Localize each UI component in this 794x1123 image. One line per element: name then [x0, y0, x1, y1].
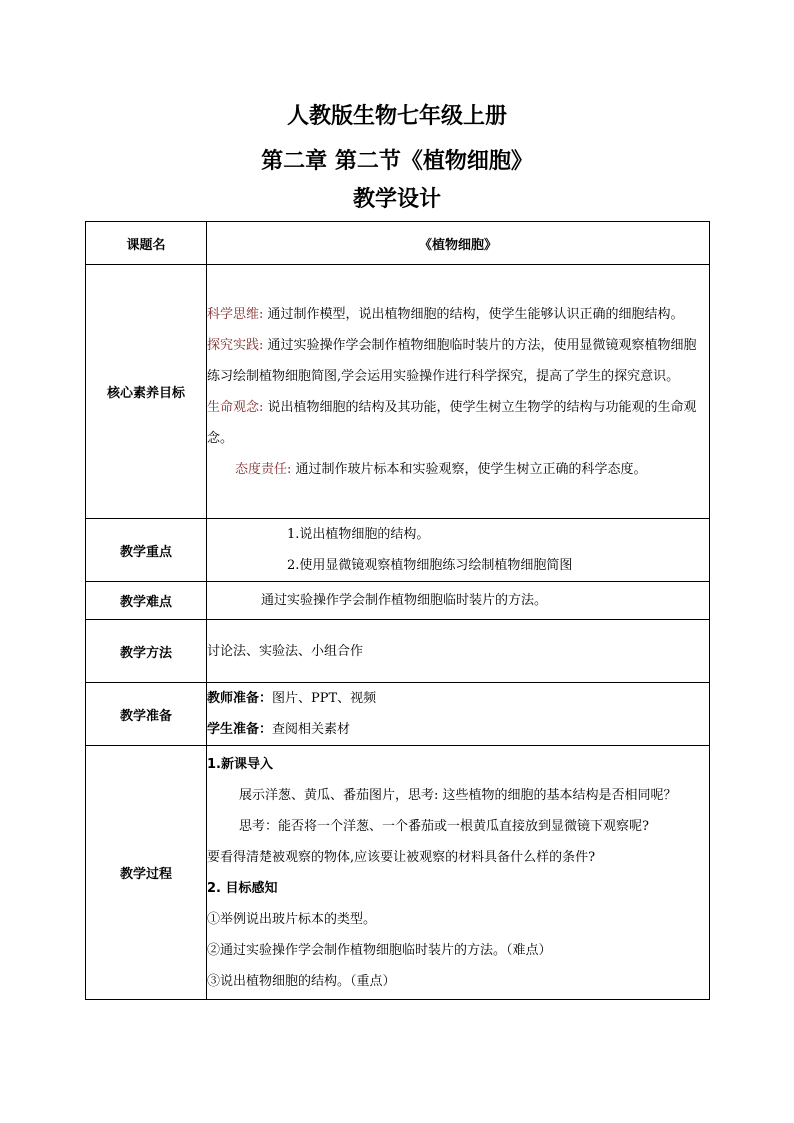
- table-row: [86, 582, 710, 620]
- difficulties-content: [207, 582, 710, 620]
- table-row: [86, 746, 710, 1000]
- core-item-practice: [207, 330, 709, 392]
- key-points-content: [207, 519, 710, 582]
- core-item-attitude: [207, 454, 709, 485]
- row-label-methods: 教学方法: [86, 620, 207, 683]
- core-item-key: 科学思维:: [207, 306, 264, 322]
- key-point-item: 1.说出植物细胞的结构。: [287, 527, 430, 542]
- table-row: [86, 222, 710, 265]
- core-item-thinking: [207, 299, 709, 330]
- methods-content: [207, 620, 710, 683]
- document-title: 人教版生物七年级上册: [286, 104, 507, 129]
- core-item-life: [207, 392, 709, 454]
- process-line: ①举例说出玻片标本的类型。: [207, 911, 377, 927]
- process-line: 展示洋葱、黄瓜、番茄图片，思考: 这些植物的细胞的基本结构是否相同呢？: [239, 787, 677, 803]
- process-line: ③说出植物细胞的结构。（重点）: [207, 973, 396, 989]
- core-item-key: 生命观念:: [207, 399, 264, 415]
- core-item-text: 说出植物细胞的结构及其功能，使学生树立生物学的结构与功能观的生命观念。: [207, 399, 697, 446]
- row-label-topic: 课题名: [86, 222, 207, 265]
- student-preparation: [207, 714, 709, 745]
- process-line: 思考：能否将一个洋葱、一个番茄或一根黄瓜直接放到显微镜下观察呢?: [239, 818, 649, 834]
- difficulty-item: 通过实验操作学会制作植物细胞临时装片的方法。: [261, 593, 548, 608]
- table-row: [86, 265, 710, 519]
- process-line: 要看得清楚被观察的物体,应该要让被观察的材料具备什么样的条件?: [207, 849, 596, 865]
- row-label-process: 教学过程: [86, 746, 207, 1000]
- teacher-preparation-value: 图片、PPT、视频: [272, 691, 377, 706]
- core-item-key: 态度责任:: [235, 461, 292, 477]
- teacher-preparation: [207, 683, 709, 714]
- document-subtitle: 第二章 第二节《植物细胞》: [261, 149, 533, 174]
- table-row: [86, 683, 710, 746]
- row-label-preparation: 教学准备: [86, 683, 207, 746]
- table-row: [86, 519, 710, 582]
- core-item-text: 通过制作玻片标本和实验观察，使学生树立正确的科学态度。: [291, 461, 647, 477]
- row-label-difficulties: 教学难点: [86, 582, 207, 620]
- topic-value: 《植物细胞》: [207, 222, 710, 265]
- process-section-heading: 1.新课导入: [207, 756, 273, 772]
- core-literacy-content: [207, 265, 710, 519]
- teacher-preparation-key: 教师准备：: [207, 691, 273, 706]
- preparation-content: [207, 683, 710, 746]
- process-section-heading: 2. 目标感知: [207, 880, 278, 896]
- core-item-key: 探究实践:: [207, 337, 264, 353]
- lesson-plan-table: [85, 221, 710, 1000]
- core-item-text: 通过制作模型，说出植物细胞的结构，使学生能够认识正确的细胞结构。: [263, 306, 684, 322]
- table-row: [86, 620, 710, 683]
- student-preparation-key: 学生准备：: [207, 722, 273, 737]
- row-label-key-points: 教学重点: [86, 519, 207, 582]
- key-point-item: 2.使用显微镜观察植物细胞练习绘制植物细胞简图: [287, 558, 573, 573]
- row-label-core-literacy: 核心素养目标: [86, 265, 207, 519]
- process-content: [207, 746, 710, 1000]
- process-line: ②通过实验操作学会制作植物细胞临时装片的方法。（难点）: [207, 942, 552, 958]
- core-item-text: 通过实验操作学会制作植物细胞临时装片的方法，使用显微镜观察植物细胞练习绘制植物细胞简图,学会运用实验操作进行科学探究，提高了学生的探究意识。: [207, 337, 697, 384]
- methods-value: 讨论法、实验法、小组合作: [207, 643, 364, 659]
- student-preparation-value: 查阅相关素材: [272, 722, 351, 737]
- document-heading: 教学设计: [352, 187, 441, 212]
